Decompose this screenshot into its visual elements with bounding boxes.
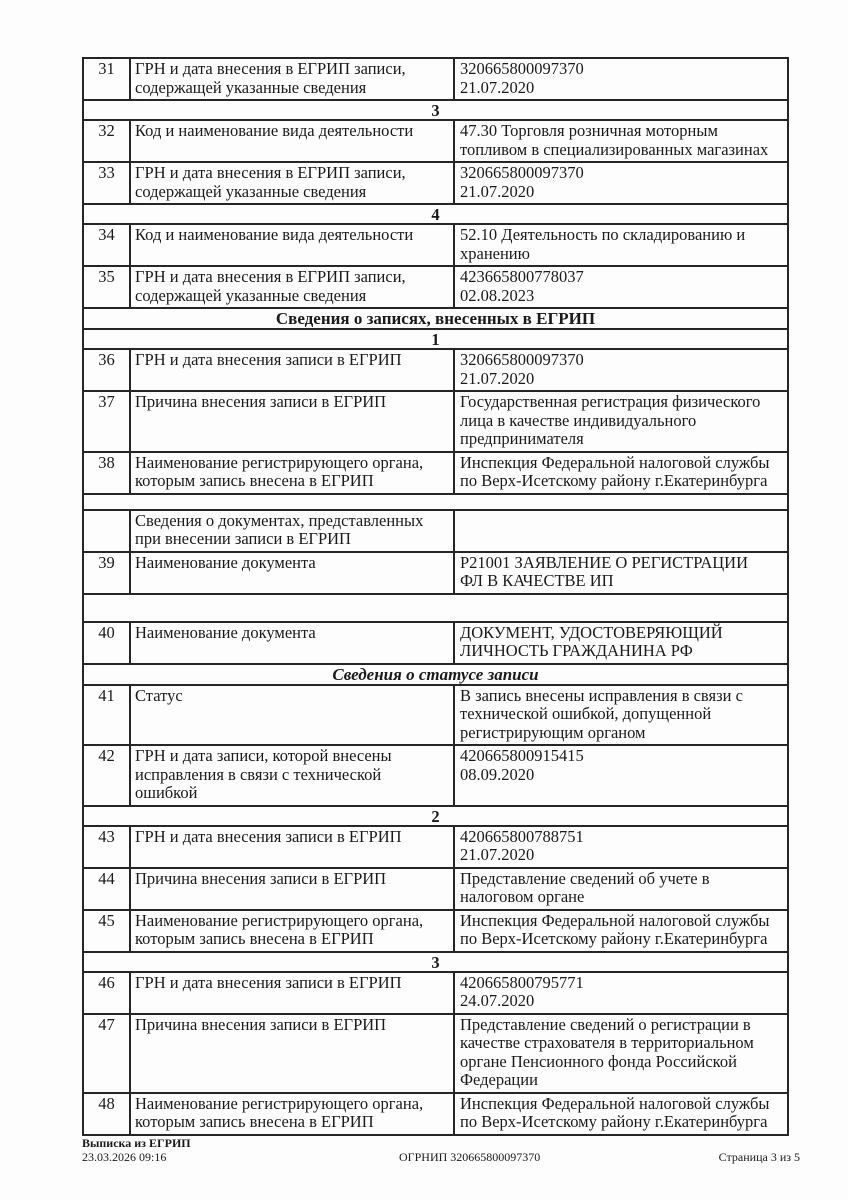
label-line: ошибкой [135,783,198,802]
value-line: топливом в специализированных магазинах [460,139,769,159]
row-number-cell: 33 [84,163,131,203]
row-number-cell: 37 [84,392,131,451]
footer-extract-title: Выписка из ЕГРИП [82,1136,191,1150]
label-line: Причина внесения записи в ЕГРИП [135,392,387,411]
table-row [84,225,787,267]
value-line: Государственная регистрация физического [460,392,761,411]
table-row [84,1015,787,1094]
table-row [84,686,787,747]
value-line: ЛИЧНОСТЬ ГРАЖДАНИНА РФ [460,641,693,660]
table-row [84,553,787,595]
table-row [84,746,787,807]
row-label-cell [131,1094,455,1134]
row-number-cell: 45 [84,911,131,951]
egrip-table [82,57,789,1136]
row-value-cell [455,623,787,663]
row-value-cell [455,686,787,745]
label-line: ГРН и дата внесения в ЕГРИП записи, [135,163,406,182]
value-line: 24.07.2020 [460,991,535,1010]
row-value-cell [455,121,787,161]
value-line: В запись внесены исправления в связи с [460,685,743,705]
row-value-cell [455,1094,787,1134]
row-label-cell [131,553,455,593]
label-line: при внесении записи в ЕГРИП [135,529,351,548]
row-label-cell [131,827,455,867]
row-label-cell [131,973,455,1013]
table-row [84,350,787,392]
table-subheader-row [84,511,787,553]
row-label-cell [131,163,455,203]
value-line: 320665800097370 [460,59,584,78]
row-value-cell [455,350,787,390]
footer-ogrnip: ОГРНИП 320665800097370 [399,1150,541,1164]
label-line: Код и наименование вида деятельности [135,121,414,140]
value-line: качестве страхователя в территориальном [460,1033,754,1052]
value-line: Представление сведений об учете в [460,868,710,888]
value-line: Федерации [460,1070,538,1089]
footer-extract-info [82,1136,191,1164]
section-header-row: Сведения о статусе записи [84,665,787,686]
row-label-cell [131,121,455,161]
value-line: 420665800915415 [460,746,584,765]
label-line: Причина внесения записи в ЕГРИП [135,1014,387,1034]
row-value-cell [455,392,787,451]
row-label-cell [131,869,455,909]
value-line: 21.07.2020 [460,181,535,201]
row-value-cell [455,1015,787,1092]
value-line: Р21001 ЗАЯВЛЕНИЕ О РЕГИСТРАЦИИ [460,552,748,572]
label-line: которым запись внесена в ЕГРИП [135,929,374,948]
row-number-cell: 35 [84,267,131,307]
label-line: Наименование регистрирующего органа, [135,910,424,930]
value-line: 420665800788751 [460,826,584,846]
row-label-cell [131,511,455,551]
label-line: Статус [135,685,183,705]
row-label-cell [131,746,455,805]
label-line: которым запись внесена в ЕГРИП [135,1112,374,1131]
table-row [84,911,787,953]
label-line: содержащей указанные сведения [135,181,367,201]
row-label-cell [131,623,455,663]
spacer-row [84,495,787,511]
value-line: Инспекция Федеральной налоговой службы [460,1093,770,1113]
value-line: 02.08.2023 [460,285,535,305]
label-line: Наименование документа [135,622,316,642]
row-number-cell: 47 [84,1015,131,1092]
group-number-row: 3 [84,101,787,121]
row-value-cell [455,911,787,951]
label-line: Наименование документа [135,552,316,572]
row-value-cell [455,225,787,265]
row-value-cell [455,59,787,99]
value-line: ДОКУМЕНТ, УДОСТОВЕРЯЮЩИЙ [460,622,723,642]
value-line: 420665800795771 [460,972,584,992]
label-line: ГРН и дата внесения записи в ЕГРИП [135,826,402,846]
row-number-cell: 39 [84,553,131,593]
row-value-cell [455,869,787,909]
row-value-cell [455,746,787,805]
label-line: Код и наименование вида деятельности [135,225,414,244]
label-line: ГРН и дата внесения в ЕГРИП записи, [135,267,406,286]
table-row [84,267,787,309]
row-value-cell [455,553,787,593]
value-line: 320665800097370 [460,350,584,369]
table-row [84,827,787,869]
table-row [84,392,787,453]
row-label-cell [131,267,455,307]
spacer-row [84,595,787,623]
label-line: содержащей указанные сведения [135,285,367,305]
table-row [84,453,787,495]
label-line: содержащей указанные сведения [135,77,367,97]
label-line: ГРН и дата внесения записи в ЕГРИП [135,350,402,369]
row-value-cell [455,163,787,203]
label-line: исправления в связи с технической [135,764,382,784]
group-number-row: 2 [84,807,787,827]
value-line: 08.09.2020 [460,764,535,784]
table-row [84,163,787,205]
value-line: по Верх-Исетскому району г.Екатеринбурга [460,929,768,948]
row-number-cell: 36 [84,350,131,390]
row-label-cell [131,1015,455,1092]
row-label-cell [131,59,455,99]
row-label-cell [131,350,455,390]
label-line: ГРН и дата внесения в ЕГРИП записи, [135,59,406,78]
footer-page-number: Страница 3 из 5 [718,1150,800,1164]
label-line: которым запись внесена в ЕГРИП [135,471,374,490]
group-number-row: 1 [84,330,787,350]
row-label-cell [131,392,455,451]
table-row [84,59,787,101]
value-line: 21.07.2020 [460,845,535,864]
value-line: технической ошибкой, допущенной [460,704,712,723]
label-line: Наименование регистрирующего органа, [135,1093,424,1113]
value-line: хранению [460,243,530,263]
row-value-cell [455,827,787,867]
page-footer [82,1136,800,1164]
row-number-cell [84,511,131,551]
row-number-cell: 41 [84,686,131,745]
label-line: ГРН и дата записи, которой внесены [135,746,392,765]
value-line: Представление сведений о регистрации в [460,1014,751,1034]
table-row [84,1094,787,1134]
group-number-row: 3 [84,953,787,973]
row-value-cell [455,453,787,493]
row-number-cell: 44 [84,869,131,909]
value-line: 47.30 Торговля розничная моторным [460,121,718,140]
row-number-cell: 31 [84,59,131,99]
value-line: ФЛ В КАЧЕСТВЕ ИП [460,571,614,590]
row-number-cell: 40 [84,623,131,663]
table-row [84,973,787,1015]
row-number-cell: 42 [84,746,131,805]
row-number-cell: 32 [84,121,131,161]
value-line: Инспекция Федеральной налоговой службы [460,910,770,930]
row-number-cell: 46 [84,973,131,1013]
value-line: предпринимателя [460,429,584,448]
row-number-cell: 34 [84,225,131,265]
value-line: регистрирующим органом [460,722,646,742]
value-line: 423665800778037 [460,267,584,286]
value-line: по Верх-Исетскому району г.Екатеринбурга [460,1112,768,1131]
row-value-cell [455,267,787,307]
footer-extract-datetime: 23.03.2026 09:16 [82,1150,167,1164]
row-value-cell [455,511,787,551]
row-label-cell [131,225,455,265]
section-header-row: Сведения о записях, внесенных в ЕГРИП [84,309,787,330]
label-line: Причина внесения записи в ЕГРИП [135,868,387,888]
row-label-cell [131,911,455,951]
table-row [84,121,787,163]
value-line: 320665800097370 [460,163,584,182]
value-line: по Верх-Исетскому району г.Екатеринбурга [460,471,768,490]
value-line: органе Пенсионного фонда Российской [460,1051,737,1071]
value-line: лица в качестве индивидуального [460,410,697,430]
value-line: 21.07.2020 [460,77,535,97]
table-row [84,869,787,911]
value-line: 21.07.2020 [460,368,535,388]
row-value-cell [455,973,787,1013]
group-number-row: 4 [84,205,787,225]
value-line: Инспекция Федеральной налоговой службы [460,452,770,472]
label-line: Сведения о документах, представленных [135,510,424,530]
row-number-cell: 43 [84,827,131,867]
row-number-cell: 38 [84,453,131,493]
row-label-cell [131,686,455,745]
table-row [84,623,787,665]
value-line: налоговом органе [460,887,585,906]
row-label-cell [131,453,455,493]
label-line: ГРН и дата внесения записи в ЕГРИП [135,972,402,992]
value-line: 52.10 Деятельность по складированию и [460,225,746,244]
row-number-cell: 48 [84,1094,131,1134]
label-line: Наименование регистрирующего органа, [135,452,424,472]
